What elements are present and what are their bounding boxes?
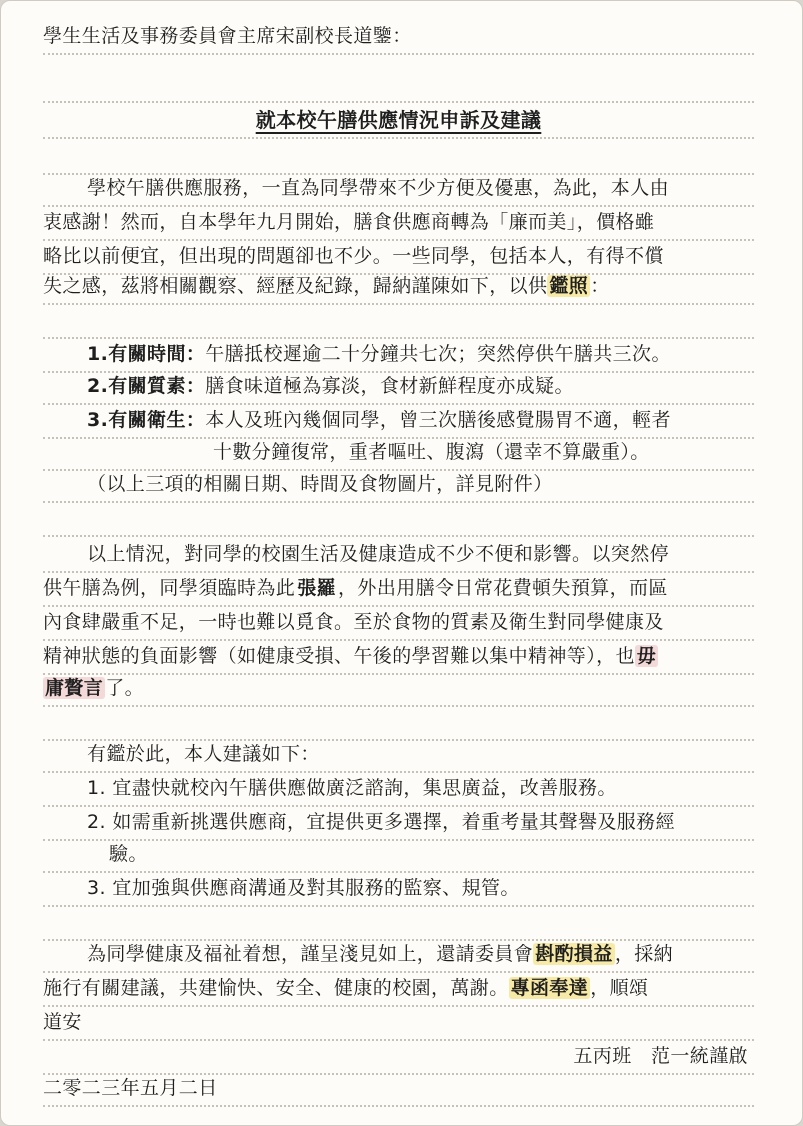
suggest-intro: 有鑑於此，本人建議如下：: [43, 737, 754, 773]
issue-text: 本人及班內幾個同學，曾三次膳後感覺腸胃不適，輕者: [205, 409, 671, 431]
issue-item-3-cont: 十數分鐘復常，重者嘔吐、腹瀉（還幸不算嚴重）。: [43, 435, 754, 471]
closing-line2: [43, 971, 754, 1007]
closing-greeting: 道安: [43, 1005, 754, 1041]
blank-line: [43, 705, 754, 741]
highlight-term: 毋: [636, 645, 657, 667]
issue-label: 3.有關衛生：: [87, 409, 206, 431]
closing-line1: [43, 937, 754, 973]
para2-text: 了。: [105, 677, 145, 699]
issue-label: 1.有關時間：: [87, 343, 206, 365]
signature: 五丙班 范一統謹啟: [43, 1039, 754, 1075]
para1-line4: [43, 269, 754, 305]
para1-line3: 略比以前便宜，但出現的問題卻也不少。一些同學，包括本人，有得不償: [43, 239, 754, 275]
issue-text: 午膳抵校遲逾二十分鐘共七次；突然停供午膳共三次。: [205, 343, 671, 365]
para2-text: ，外出用膳令日常花費頓失預算，而區: [338, 577, 668, 599]
para2-line5: [43, 671, 754, 707]
issue-item-3: [43, 403, 754, 439]
closing-text: 施行有關建議，共建愉快、安全、健康的校園，萬謝。: [43, 977, 509, 999]
closing-text: ，順頌: [590, 977, 649, 999]
suggestion-item-1: 1. 宜盡快就校內午膳供應做廣泛諮詢，集思廣益，改善服務。: [43, 771, 754, 807]
closing-text: 為同學健康及福祉着想，謹呈淺見如上，還請委員會: [87, 943, 534, 965]
para1-line2: 衷感謝！然而，自本學年九月開始，膳食供應商轉為「廉而美」，價格雖: [43, 205, 754, 241]
para2-text: 精神狀態的負面影響（如健康受損、午後的學習難以集中精神等），也: [43, 645, 635, 667]
suggestion-item-3: 3. 宜加強與供應商溝通及對其服務的監察、規管。: [43, 871, 754, 907]
blank-line: [43, 67, 754, 103]
highlight-term: 斟酌損益: [535, 943, 613, 965]
highlight-term: 專函奉達: [510, 977, 589, 999]
para2-line4: [43, 639, 754, 675]
issue-item-2: [43, 369, 754, 405]
issues-note: （以上三項的相關日期、時間及食物圖片，詳見附件）: [43, 467, 754, 503]
salutation: 學生生活及事務委員會主席宋副校長道鑒：: [43, 19, 754, 55]
blank-line: [43, 905, 754, 941]
blank-line: [43, 501, 754, 537]
para2-text: 供午膳為例，同學須臨時為此: [43, 577, 296, 599]
para1-text: 失之感，茲將相關觀察、經歷及紀錄，歸納謹陳如下，以供: [43, 275, 548, 297]
para2-line3: 內食肆嚴重不足，一時也難以覓食。至於食物的質素及衛生對同學健康及: [43, 605, 754, 641]
blank-line: [43, 303, 754, 339]
suggestion-item-2-cont: 驗。: [43, 837, 754, 873]
closing-text: ，採納: [614, 943, 674, 965]
para1-text: ：: [590, 275, 610, 297]
issue-item-1: [43, 337, 754, 373]
suggestion-item-2: 2. 如需重新挑選供應商，宜提供更多選擇，着重考量其聲譽及服務經: [43, 805, 754, 841]
issue-label: 2.有關質素：: [87, 375, 206, 397]
para2-line2: [43, 571, 754, 607]
letter-title: [43, 103, 754, 139]
highlight-term: 張羅: [297, 577, 337, 599]
blank-line: [43, 139, 754, 175]
letter-date: 二零二三年五月二日: [43, 1071, 754, 1107]
highlight-term: 鑑照: [549, 275, 589, 297]
letter-title-text: 就本校午膳供應情況申訴及建議: [255, 108, 542, 132]
para1-line1: 學校午膳供應服務，一直為同學帶來不少方便及優惠，為此，本人由: [43, 171, 754, 207]
highlight-term: 庸贅言: [45, 677, 104, 699]
issue-text: 膳食味道極為寡淡，食材新鮮程度亦成疑。: [205, 375, 574, 397]
para2-line1: 以上情況，對同學的校園生活及健康造成不少不便和影響。以突然停: [43, 537, 754, 573]
